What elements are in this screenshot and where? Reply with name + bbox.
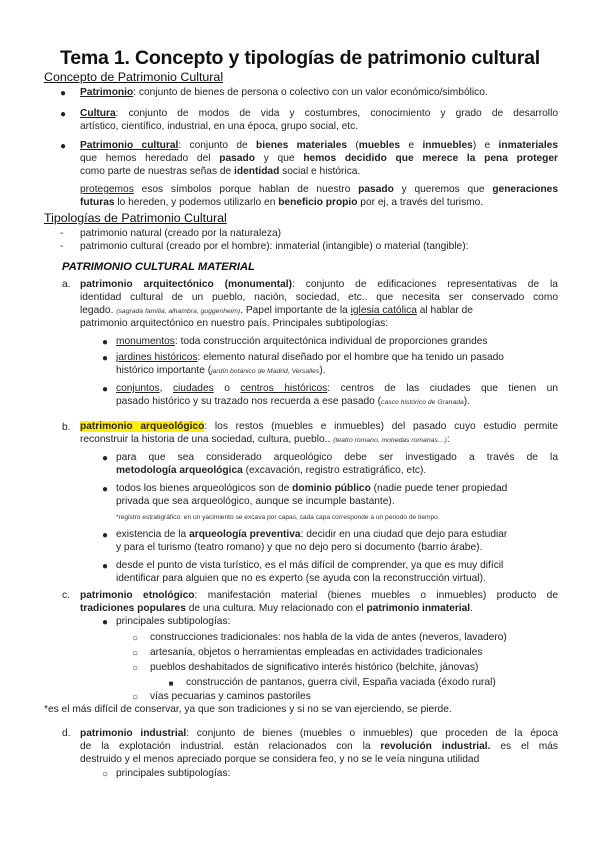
bullet-icon: ●: [59, 109, 67, 120]
circle-bullet-icon: ○: [131, 663, 139, 674]
dash-icon: -: [60, 241, 64, 252]
arqueologico-sub1-line1: para que sea considerado arqueológico debe ser investigado a través de la: [116, 452, 558, 463]
square-bullet-icon: ■: [168, 679, 174, 688]
circle-bullet-icon: ○: [131, 692, 139, 703]
sub-monumentos: monumentos: toda construcción arquitectónica individual de proporciones grandes: [116, 336, 488, 347]
etnologico-c2: artesanía, objetos o herramientas empleadas en actividades tradicionales: [150, 647, 483, 658]
def-cultura-line1: Cultura: conjunto de modos de vida y costumbres, conocimiento y grado de desarrollo: [80, 108, 558, 119]
bullet-icon: ●: [101, 617, 109, 628]
arqueologico-sub2-line2: privada que sea arqueológico, aunque se incumple bastante).: [116, 496, 395, 507]
sub-jardines-line1: jardines históricos: elemento natural diseñado por el hombre que ha tenido un pasado: [116, 352, 504, 363]
def-patrimonio-cultural-line1: Patrimonio cultural: conjunto de bienes materiales (muebles e inmuebles) e inmateriales: [80, 140, 559, 151]
etnologico-subtipologias: principales subtipologías:: [116, 616, 231, 627]
list-label-a: a.: [62, 279, 71, 290]
etnologico-line2: tradiciones populares de una cultura. Muy relacionado con el patrimonio inmaterial.: [80, 603, 473, 614]
arqueologico-sub2-line1: todos los bienes arqueológicos son de dominio público (nadie puede tener propiedad: [116, 483, 508, 494]
list-label-c: c.: [62, 590, 70, 601]
arqueologico-line2: reconstruir la historia de una sociedad, cultura, pueblo.. (teatro romano, monedas romanas…):: [80, 434, 450, 445]
subsection-heading-material: PATRIMONIO CULTURAL MATERIAL: [62, 261, 255, 273]
bullet-icon: ●: [101, 353, 109, 364]
circle-bullet-icon: ○: [101, 769, 109, 780]
industrial-line2: de la explotación industrial. están relacionados con la revolución industrial. es el más: [80, 741, 558, 752]
bullet-icon: ●: [101, 530, 109, 541]
industrial-line3: destruido y el menos apreciado porque se considera feo, y no se le veía ninguna utilidad: [80, 754, 480, 765]
sub-conjuntos-line1: conjuntos, ciudades o centros históricos: centros de las ciudades que tienen un: [116, 383, 558, 394]
list-label-b: b.: [62, 422, 71, 433]
arqueologico-sub3-line2: y para el turismo (teatro romano) y que no dejo pero si documento (barrio árabe).: [116, 542, 483, 553]
arquitectonico-line2: identidad cultural de un pueblo, nación, sociedad, etc.. que necesita ser conservado como: [80, 292, 558, 303]
arqueologico-sub4-line1: desde el punto de vista turístico, es el más difícil de comprender, ya que es muy difícil: [116, 560, 504, 571]
etnologico-c4: vías pecuarias y caminos pastoriles: [150, 691, 311, 702]
etnologico-note: *es el más difícil de conservar, ya que son tradiciones y si no se van ejerciendo, se pierde.: [44, 704, 452, 715]
etnologico-line1: patrimonio etnológico: manifestación material (bienes muebles o inmuebles) producto de: [80, 590, 558, 601]
arqueologico-sub4-line2: identificar para alguien que no es experto (se ayuda con la reconstrucción virtual).: [116, 573, 486, 584]
tipologia-natural: patrimonio natural (creado por la naturaleza): [80, 228, 282, 239]
def-patrimonio-cultural-line2: que hemos heredado del pasado y que hemos decidido que merece la pena proteger: [80, 153, 558, 164]
bullet-icon: ●: [101, 384, 109, 395]
bullet-icon: ●: [101, 484, 109, 495]
def-patrimonio: Patrimonio: conjunto de bienes de persona o colectivo con un valor económico/simbólico.: [80, 87, 488, 98]
etnologico-c3a: construcción de pantanos, guerra civil, España vaciada (éxodo rural): [186, 677, 496, 688]
bullet-icon: ●: [101, 337, 109, 348]
page-title: Tema 1. Concepto y tipologías de patrimonio cultural: [59, 47, 541, 69]
arqueologico-line1: patrimonio arqueológico: los restos (muebles e inmuebles) del pasado cuyo estudio permite: [80, 421, 558, 432]
arquitectonico-line4: patrimonio arquitectónico en nuestro país. Principales subtipologías:: [80, 318, 389, 329]
protegemos-line1: protegemos esos símbolos porque hablan de nuestro pasado y queremos que generaciones: [80, 184, 558, 195]
bullet-icon: ●: [101, 561, 109, 572]
arquitectonico-line1: patrimonio arquitectónico (monumental): conjunto de edificaciones representativas de la: [80, 279, 558, 290]
etnologico-c3: pueblos deshabitados de significativo interés histórico (belchite, jánovas): [150, 662, 479, 673]
bullet-icon: ●: [59, 141, 67, 152]
sub-jardines-line2: histórico importante (jardín botánico de Madrid, Versalles).: [116, 365, 326, 376]
arqueologico-sub3-line1: existencia de la arqueología preventiva: decidir en una ciudad que dejo para estudiar: [116, 529, 508, 540]
arqueologico-sub1-line2: metodología arqueológica (excavación, registro estratigráfico, etc).: [116, 465, 427, 476]
def-cultura-line2: artístico, científico, industrial, en una época, grupo social, etc.: [80, 121, 359, 132]
section-heading-tipologias: Tipologías de Patrimonio Cultural: [44, 211, 227, 225]
tipologia-cultural: patrimonio cultural (creado por el hombre): inmaterial (intangible) o material (tangible):: [80, 241, 469, 252]
list-label-d: d.: [62, 728, 71, 739]
arquitectonico-line3: legado. (sagrada familia, alhambra, guggenheim). Papel importante de la iglesia católica al hablar de: [80, 305, 473, 316]
dash-icon: -: [60, 228, 64, 239]
circle-bullet-icon: ○: [131, 648, 139, 659]
circle-bullet-icon: ○: [131, 633, 139, 644]
arqueologico-note: *registro estratigráfico: en un yacimiento se excava por capas, cada capa corresponde a un periodo de tiempo.: [116, 514, 440, 521]
bullet-icon: ●: [101, 453, 109, 464]
sub-conjuntos-line2: pasado histórico y su trazado nos recuerda a ese pasado (casco histórico de Granada).: [116, 396, 471, 407]
bullet-icon: ●: [59, 88, 67, 99]
etnologico-c1: construcciones tradicionales: nos habla de la vida de antes (neveros, lavadero): [150, 632, 507, 643]
section-heading-concepto: Concepto de Patrimonio Cultural: [44, 70, 224, 84]
industrial-line1: patrimonio industrial: conjunto de bienes (muebles o inmuebles) que proceden de la época: [80, 728, 558, 739]
protegemos-line2: futuras lo hereden, y podemos utilizarlo en beneficio propio por ej, a través del turismo.: [80, 197, 484, 208]
def-patrimonio-cultural-line3: como parte de nuestras señas de identidad social e histórica.: [80, 166, 361, 177]
industrial-subtipologias: principales subtipologías:: [116, 768, 231, 779]
